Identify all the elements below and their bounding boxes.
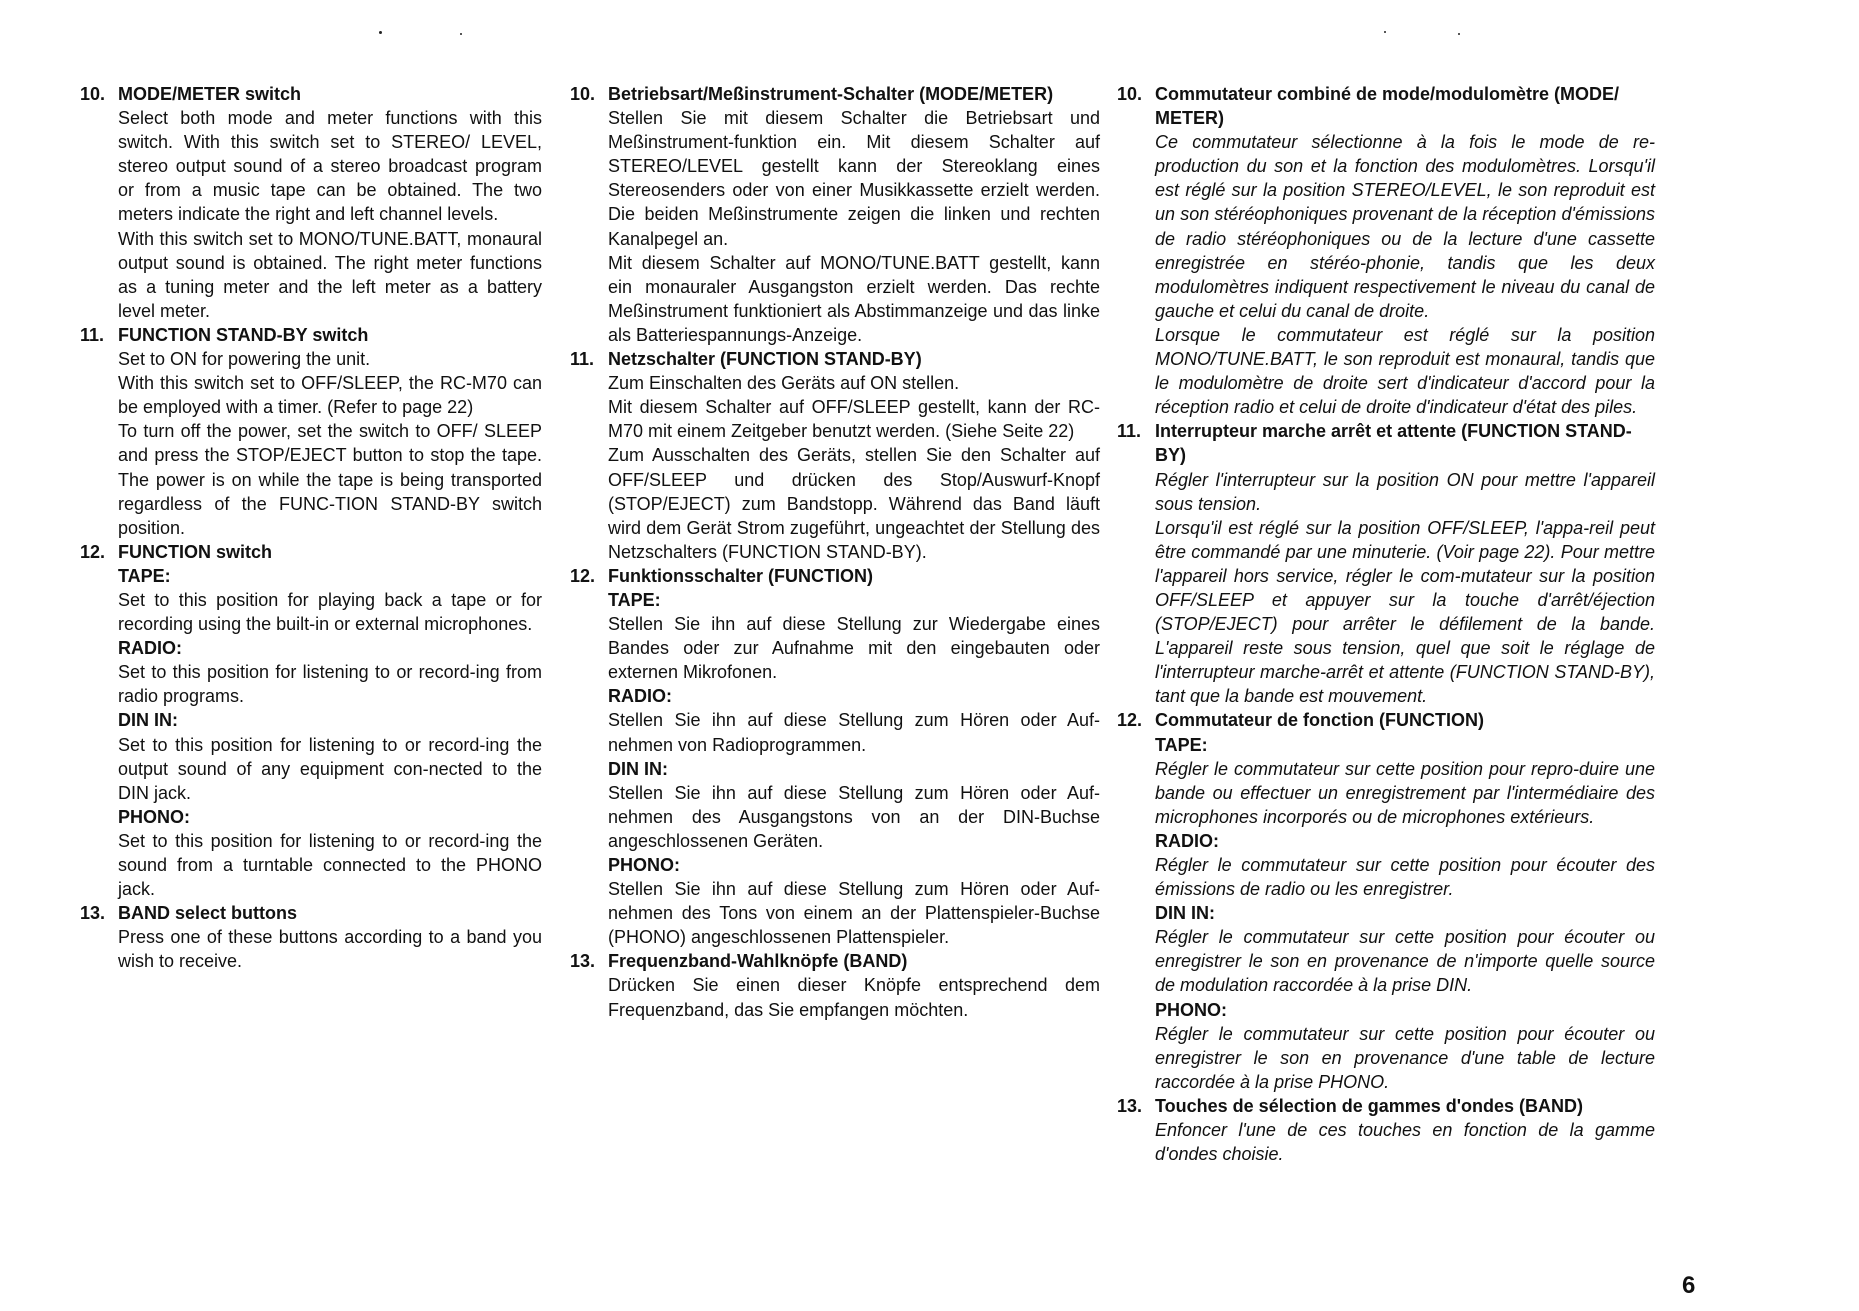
- paragraph: With this switch set to MONO/TUNE.BATT, monaural output sound is obtained. The right meter functions as a tuning meter and the left meter as a battery level meter.: [118, 228, 542, 321]
- item-number: 12.: [80, 541, 106, 562]
- paragraph: Régler l'interrupteur sur la position ON pour mettre l'appareil sous tension.: [1155, 469, 1655, 514]
- item-10-commutateur-mode: [1117, 82, 1655, 419]
- paragraph: Select both mode and meter functions with this switch. With this switch set to STEREO/ LEVEL, stereo output sound of a stereo broadcast program or from a music tape can be obtained. The two meters indicate the right and left channel levels.: [118, 108, 542, 225]
- paragraph: Régler le commutateur sur cette position pour écouter des émissions de radio ou les enregistrer.: [1155, 855, 1655, 900]
- item-number: 13.: [570, 951, 596, 972]
- paragraph: Stellen Sie ihn auf diese Stellung zum Hören oder Auf-nehmen von Radioprogrammen.: [608, 710, 1100, 755]
- item-title: Frequenzband-Wahlknöpfe (BAND): [608, 951, 908, 972]
- paragraph: Ce commutateur sélectionne à la fois le mode de re-production du son et la fonction des modulomètres. Lorsqu'il est réglé sur la position STEREO/LEVEL, le son reproduit est un son stéréophoniques provenant de la réception d'émissions de radio stéréophoniques ou de la lecture d'une cassette enregistrée en stéréo-phonie, tandis que les deux modulomètres indiquent respectivement le niveau du canal de gauche et celui du canal de droite.: [1155, 132, 1655, 321]
- item-number: 12.: [570, 565, 596, 586]
- item-11-netzschalter: [570, 347, 1100, 564]
- item-number: 11.: [570, 349, 595, 370]
- item-13-frequenzband: [570, 949, 1100, 1021]
- item-title: Commutateur de fonction (FUNCTION): [1155, 710, 1484, 731]
- paragraph: Drücken Sie einen dieser Knöpfe entsprechend dem Frequenzband, das Sie empfangen möchten.: [608, 975, 1100, 1020]
- item-title: Funktionsschalter (FUNCTION): [608, 565, 874, 586]
- item-title: MODE/METER switch: [118, 84, 302, 104]
- item-13-band-select: [80, 901, 542, 973]
- sub-label: PHONO:: [608, 855, 680, 875]
- sub-label: PHONO:: [1155, 999, 1227, 1020]
- item-title: Netzschalter (FUNCTION STAND-BY): [608, 349, 922, 370]
- paragraph: Zum Ausschalten des Geräts, stellen Sie den Schalter auf OFF/SLEEP und drücken des Stop/Auswurf-Knopf (STOP/EJECT) zum Bandstopp. Während das Band läuft wird dem Gerät Strom zugeführt, ungeachtet der Stellung des Netzschalters (FUNCTION STAND-BY).: [608, 445, 1100, 562]
- item-12-commutateur-fonction: [1117, 708, 1655, 1094]
- item-title: FUNCTION switch: [118, 541, 273, 562]
- item-10-mode-meter: [80, 82, 542, 323]
- paragraph: Mit diesem Schalter auf MONO/TUNE.BATT gestellt, kann ein monauraler Ausgangston erzielt werden. Das rechte Meßinstrument funktioniert als Abstimmanzeige und das linke als Batteriespannungs-Anzeige.: [608, 252, 1100, 345]
- item-number: 13.: [80, 903, 106, 924]
- item-number: 10.: [80, 84, 106, 104]
- item-title: Interrupteur marche arrêt et attente (FUNCTION STAND-BY): [1155, 421, 1632, 466]
- paragraph: Stellen Sie mit diesem Schalter die Betriebsart und Meßinstrument-funktion ein. Mit diesem Schalter auf STEREO/LEVEL gestellt kann der Stereoklang eines Stereosenders oder von einer Musikkassette erzielt werden. Die beiden Meßinstrumente zeigen die linken und rechten Kanalpegel an.: [608, 108, 1100, 249]
- german-column: [570, 82, 1100, 1022]
- item-11-function-standby: [80, 323, 542, 540]
- sub-label: DIN IN:: [608, 758, 668, 779]
- paragraph: Set to ON for powering the unit.: [118, 349, 371, 370]
- paragraph: Press one of these buttons according to a band you wish to receive.: [118, 927, 542, 972]
- paragraph: To turn off the power, set the switch to OFF/ SLEEP and press the STOP/EJECT button to stop the tape. The power is on while the tape is being transported regardless of the FUNC-TION STAND-BY switch position.: [118, 421, 542, 538]
- sub-label: DIN IN:: [118, 710, 178, 731]
- item-number: 13.: [1117, 1095, 1143, 1116]
- paragraph: Set to this position for listening to or record-ing the output sound of any equipment con-nected to the DIN jack.: [118, 734, 542, 803]
- paragraph: Set to this position for listening to or record-ing the sound from a turntable connected to the PHONO jack.: [118, 830, 542, 900]
- paragraph: Enfoncer l'une de ces touches en fonction de la gamme d'ondes choisie.: [1155, 1120, 1655, 1165]
- english-column: [80, 82, 542, 973]
- paragraph: Zum Einschalten des Geräts auf ON stellen.: [608, 373, 960, 394]
- paragraph: Stellen Sie ihn auf diese Stellung zum Hören oder Auf-nehmen des Ausgangstons von an der DIN-Buchse angeschlossenen Geräten.: [608, 782, 1100, 851]
- paragraph: Régler le commutateur sur cette position pour écouter ou enregistrer le son en provenance de n'importe quelle source de modulation raccordée à la prise DIN.: [1155, 927, 1655, 996]
- item-title: Commutateur combiné de mode/modulomètre (MODE/ METER): [1155, 84, 1620, 129]
- paragraph: Lorsqu'il est réglé sur la position OFF/SLEEP, l'appa-reil peut être commandé par une minuterie. (Voir page 22). Pour mettre l'appareil hors service, régler le com-mutateur sur la position OFF/SLEEP et appuyer sur la touche d'arrêt/éjection (STOP/EJECT) pour arrêter le défilement de la bande. L'appareil reste sous tension, quel que soit le réglage de l'interrupteur marche-arrêt et attente (FUNCTION STAND-BY), tant que la bande est mouvement.: [1155, 517, 1655, 707]
- item-13-touches-selection: [1117, 1094, 1655, 1166]
- sub-label: PHONO:: [118, 806, 190, 827]
- paragraph: With this switch set to OFF/SLEEP, the RC-M70 can be employed with a timer. (Refer to page 22): [118, 373, 542, 418]
- item-number: 12.: [1117, 710, 1143, 731]
- item-number: 11.: [1117, 421, 1142, 442]
- sub-label: DIN IN:: [1155, 903, 1215, 924]
- paragraph: Mit diesem Schalter auf OFF/SLEEP gestellt, kann der RC-M70 mit einem Zeitgeber benutzt werden. (Siehe Seite 22): [608, 397, 1100, 442]
- item-11-interrupteur: [1117, 419, 1655, 708]
- paragraph: Régler le commutateur sur cette position pour repro-duire une bande ou effectuer un enregistrement par l'intermédiaire des microphones incorporés ou de microphones extérieurs.: [1155, 758, 1655, 827]
- sub-label: TAPE:: [118, 565, 171, 586]
- item-number: 11.: [80, 324, 105, 345]
- item-title: Touches de sélection de gammes d'ondes (BAND): [1155, 1095, 1584, 1116]
- paragraph: Stellen Sie ihn auf diese Stellung zur Wiedergabe eines Bandes oder zur Aufnahme mit den eingebauten oder externen Mikrofonen.: [608, 614, 1100, 683]
- sub-label: TAPE:: [1155, 734, 1208, 755]
- item-number: 10.: [1117, 84, 1143, 104]
- item-12-function-switch: [80, 540, 542, 901]
- scan-speck: [1384, 31, 1386, 33]
- sub-label: TAPE:: [608, 589, 661, 610]
- item-title: BAND select buttons: [118, 903, 298, 924]
- paragraph: Set to this position for listening to or record-ing from radio programs.: [118, 662, 542, 707]
- item-12-funktionsschalter: [570, 564, 1100, 950]
- item-number: 10.: [570, 84, 596, 104]
- item-title: Betriebsart/Meßinstrument-Schalter (MODE/METER): [608, 84, 1054, 104]
- scan-speck: [460, 33, 462, 35]
- sub-label: RADIO:: [1155, 830, 1219, 851]
- paragraph: Régler le commutateur sur cette position pour écouter ou enregistrer le son en provenance d'une table de lecture raccordée à la prise PHONO.: [1155, 1023, 1655, 1092]
- sub-label: RADIO:: [608, 686, 672, 707]
- paragraph: Set to this position for playing back a tape or for recording using the built-in or external microphones.: [118, 589, 542, 635]
- item-10-betriebsart: [570, 82, 1100, 347]
- paragraph: Lorsque le commutateur est réglé sur la position MONO/TUNE.BATT, le son reproduit est monaural, tandis que le modulomètre de droite sert d'indicateur d'accord pour la réception radio et celui de droite d'indicateur d'état des piles.: [1155, 324, 1655, 418]
- paragraph: Stellen Sie ihn auf diese Stellung zum Hören oder Auf-nehmen des Tons von einem an der Plattenspieler-Buchse (PHONO) angeschlossenen Plattenspieler.: [608, 879, 1100, 948]
- scan-speck: [379, 31, 382, 34]
- french-column: [1117, 82, 1655, 1166]
- sub-label: RADIO:: [118, 638, 182, 659]
- scan-speck: [1458, 33, 1460, 35]
- item-title: FUNCTION STAND-BY switch: [118, 324, 369, 345]
- page-number: 6: [1682, 1272, 1696, 1299]
